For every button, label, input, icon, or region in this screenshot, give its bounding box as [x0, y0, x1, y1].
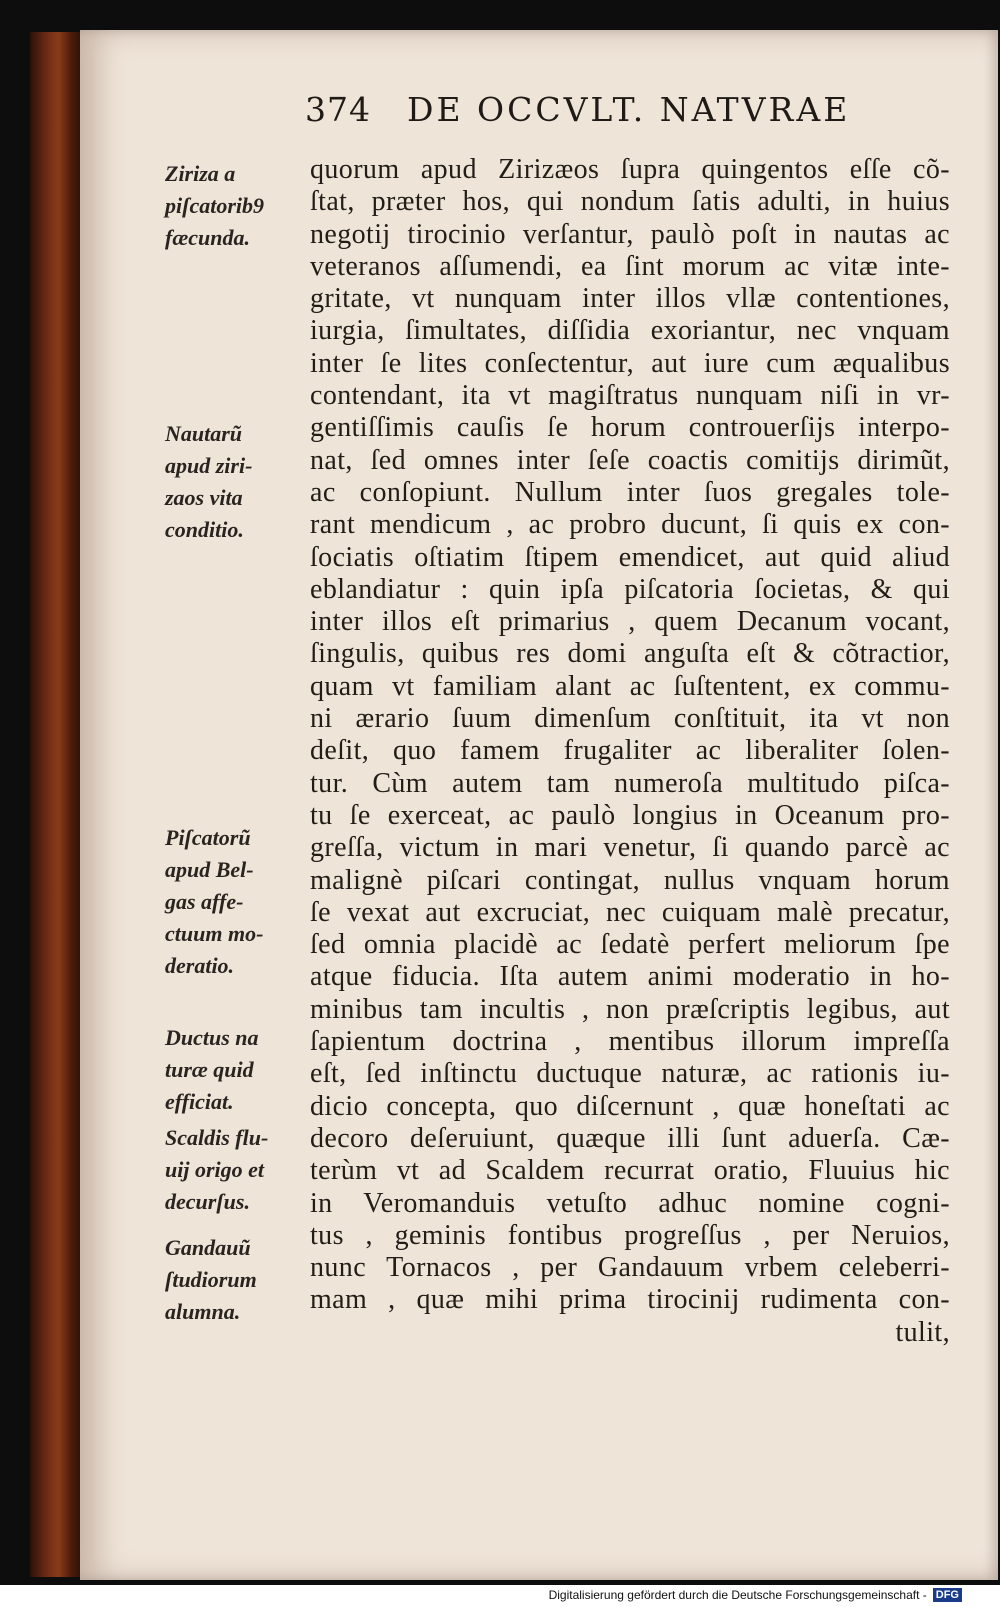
- margin-note: [165, 418, 310, 546]
- text-line: nat, ſed omnes inter ſeſe coactis comitijs dirimũt,: [310, 444, 950, 476]
- margin-note-line: efficiat.: [165, 1089, 234, 1114]
- text-line: quorum apud Zirizæos ſupra quingentos eſſe cõ-: [310, 154, 950, 185]
- text-line: tu ſe exerceat, ac paulò longius in Oceanum pro-: [310, 799, 950, 831]
- body-text: [310, 154, 950, 1349]
- text-line: contendant, ita vt magiſtratus nunquam niſi in vr-: [310, 380, 950, 412]
- text-line: malignè piſcari contingat, nullus vnquam horum: [310, 864, 950, 896]
- text-line: greſſa, victum in mari venetur, ſi quando parcè ac: [310, 832, 950, 864]
- text-line: eblandiatur : quin ipſa piſcatoria ſocietas, & qui: [310, 573, 950, 605]
- footer-credit: [545, 1585, 966, 1605]
- dfg-logo-icon: DFG: [933, 1588, 962, 1602]
- text-line: ſapientum doctrina , mentibus illorum impreſſa: [310, 1026, 950, 1058]
- margin-note-line: decurſus.: [165, 1189, 250, 1214]
- text-line: dicio concepta, quo diſcernunt , quæ honeſtati ac: [310, 1090, 950, 1122]
- margin-note: [165, 1022, 310, 1118]
- text-line: ac conſopiunt. Nullum inter ſuos gregales tole-: [310, 476, 950, 508]
- running-title: DE OCCVLT. NATVRAE: [407, 90, 851, 129]
- book-spine-edge: [30, 32, 82, 1577]
- text-line: iurgia, ſimultates, diſſidia exoriantur, nec vnquam: [310, 315, 950, 347]
- text-line: inter ſe lites conſectentur, aut iure cum æqualibus: [310, 347, 950, 379]
- margin-note-line: Scaldis flu-: [165, 1125, 269, 1150]
- margin-note-line: Nautarũ: [165, 421, 243, 446]
- text-line: ſtat, præter hos, qui nondum ſatis adulti, in huius: [310, 186, 950, 218]
- text-line: ſed omnia placidè ac ſedatè perfert meliorum ſpe: [310, 929, 950, 961]
- margin-note-line: zaos vita: [165, 485, 243, 510]
- margin-note: [165, 1232, 310, 1328]
- margin-note-line: conditio.: [165, 517, 244, 542]
- text-line: rant mendicum , ac probro ducunt, ſi quis ex con-: [310, 509, 950, 541]
- margin-note-line: uij origo et: [165, 1157, 265, 1182]
- text-line: ſe vexat aut excruciat, nec cuiquam malè precatur,: [310, 896, 950, 928]
- text-line: gentiſſimis cauſis ſe horum controuerſijs interpo-: [310, 412, 950, 444]
- margin-note-line: fæcunda.: [165, 225, 250, 250]
- text-line: tur. Cùm autem tam numeroſa multitudo piſca-: [310, 767, 950, 799]
- page-number: 374: [305, 90, 371, 129]
- margin-note-line: ctuum mo-: [165, 921, 264, 946]
- margin-note-line: ſtudiorum: [165, 1267, 257, 1292]
- margin-note-line: Ziriza a: [165, 161, 236, 186]
- margin-note-line: deratio.: [165, 953, 235, 978]
- text-line: deſit, quo famem frugaliter ac liberaliter ſolen-: [310, 735, 950, 767]
- margin-note: [165, 158, 310, 254]
- text-line: tus , geminis fontibus progreſſus , per Neruios,: [310, 1219, 950, 1251]
- text-line: atque fiducia. Iſta autem animi moderatio in ho-: [310, 961, 950, 993]
- page-header: [305, 90, 865, 140]
- margin-note-line: apud ziri-: [165, 453, 253, 478]
- margin-note: [165, 822, 310, 982]
- margin-note-line: turæ quid: [165, 1057, 254, 1082]
- margin-note: [165, 1122, 310, 1218]
- text-line: inter illos eſt primarius , quem Decanum vocant,: [310, 606, 950, 638]
- text-line: ni ærario ſuum dimenſum conſtituit, ita vt non: [310, 703, 950, 735]
- text-line: tulit,: [895, 1316, 950, 1348]
- margin-note-line: Ductus na: [165, 1025, 259, 1050]
- text-line: minibus tam incultis , non præſcriptis legibus, aut: [310, 993, 950, 1025]
- text-line: veteranos aſſumendi, ea ſint morum ac vitæ inte-: [310, 250, 950, 282]
- text-line: eſt, ſed inſtinctu ductuque naturæ, ac rationis iu-: [310, 1058, 950, 1090]
- text-line: negotij tirocinio verſantur, paulò poſt in nautas ac: [310, 218, 950, 250]
- text-line: decoro deſeruiunt, quæque illi ſunt aduerſa. Cæ-: [310, 1122, 950, 1154]
- margin-note-line: Gandauũ: [165, 1235, 251, 1260]
- text-line: gritate, vt nunquam inter illos vllæ contentiones,: [310, 283, 950, 315]
- margin-note-line: alumna.: [165, 1299, 241, 1324]
- text-line: terùm vt ad Scaldem recurrat oratio, Fluuius hic: [310, 1155, 950, 1187]
- text-line: ſociatis oſtiatim ſtipem emendicet, aut quid aliud: [310, 541, 950, 573]
- text-line: ſingulis, quibus res domi anguſta eſt & cõtractior,: [310, 638, 950, 670]
- margin-note-line: piſcatorib9: [165, 193, 264, 218]
- text-line: quam vt familiam alant ac ſuſtentent, ex commu-: [310, 670, 950, 702]
- text-line: nunc Tornacos , per Gandauum vrbem celeberri-: [310, 1252, 950, 1284]
- margin-note-line: apud Bel-: [165, 857, 254, 882]
- text-line: in Veromanduis vetuſto adhuc nomine cogni-: [310, 1187, 950, 1219]
- text-line: mam , quæ mihi prima tirocinij rudimenta con-: [310, 1284, 950, 1316]
- margin-note-line: Piſcatorũ: [165, 825, 251, 850]
- footer-credit-text: Digitalisierung gefördert durch die Deutsche Forschungsgemeinschaft -: [548, 1588, 927, 1602]
- margin-note-line: gas affe-: [165, 889, 244, 914]
